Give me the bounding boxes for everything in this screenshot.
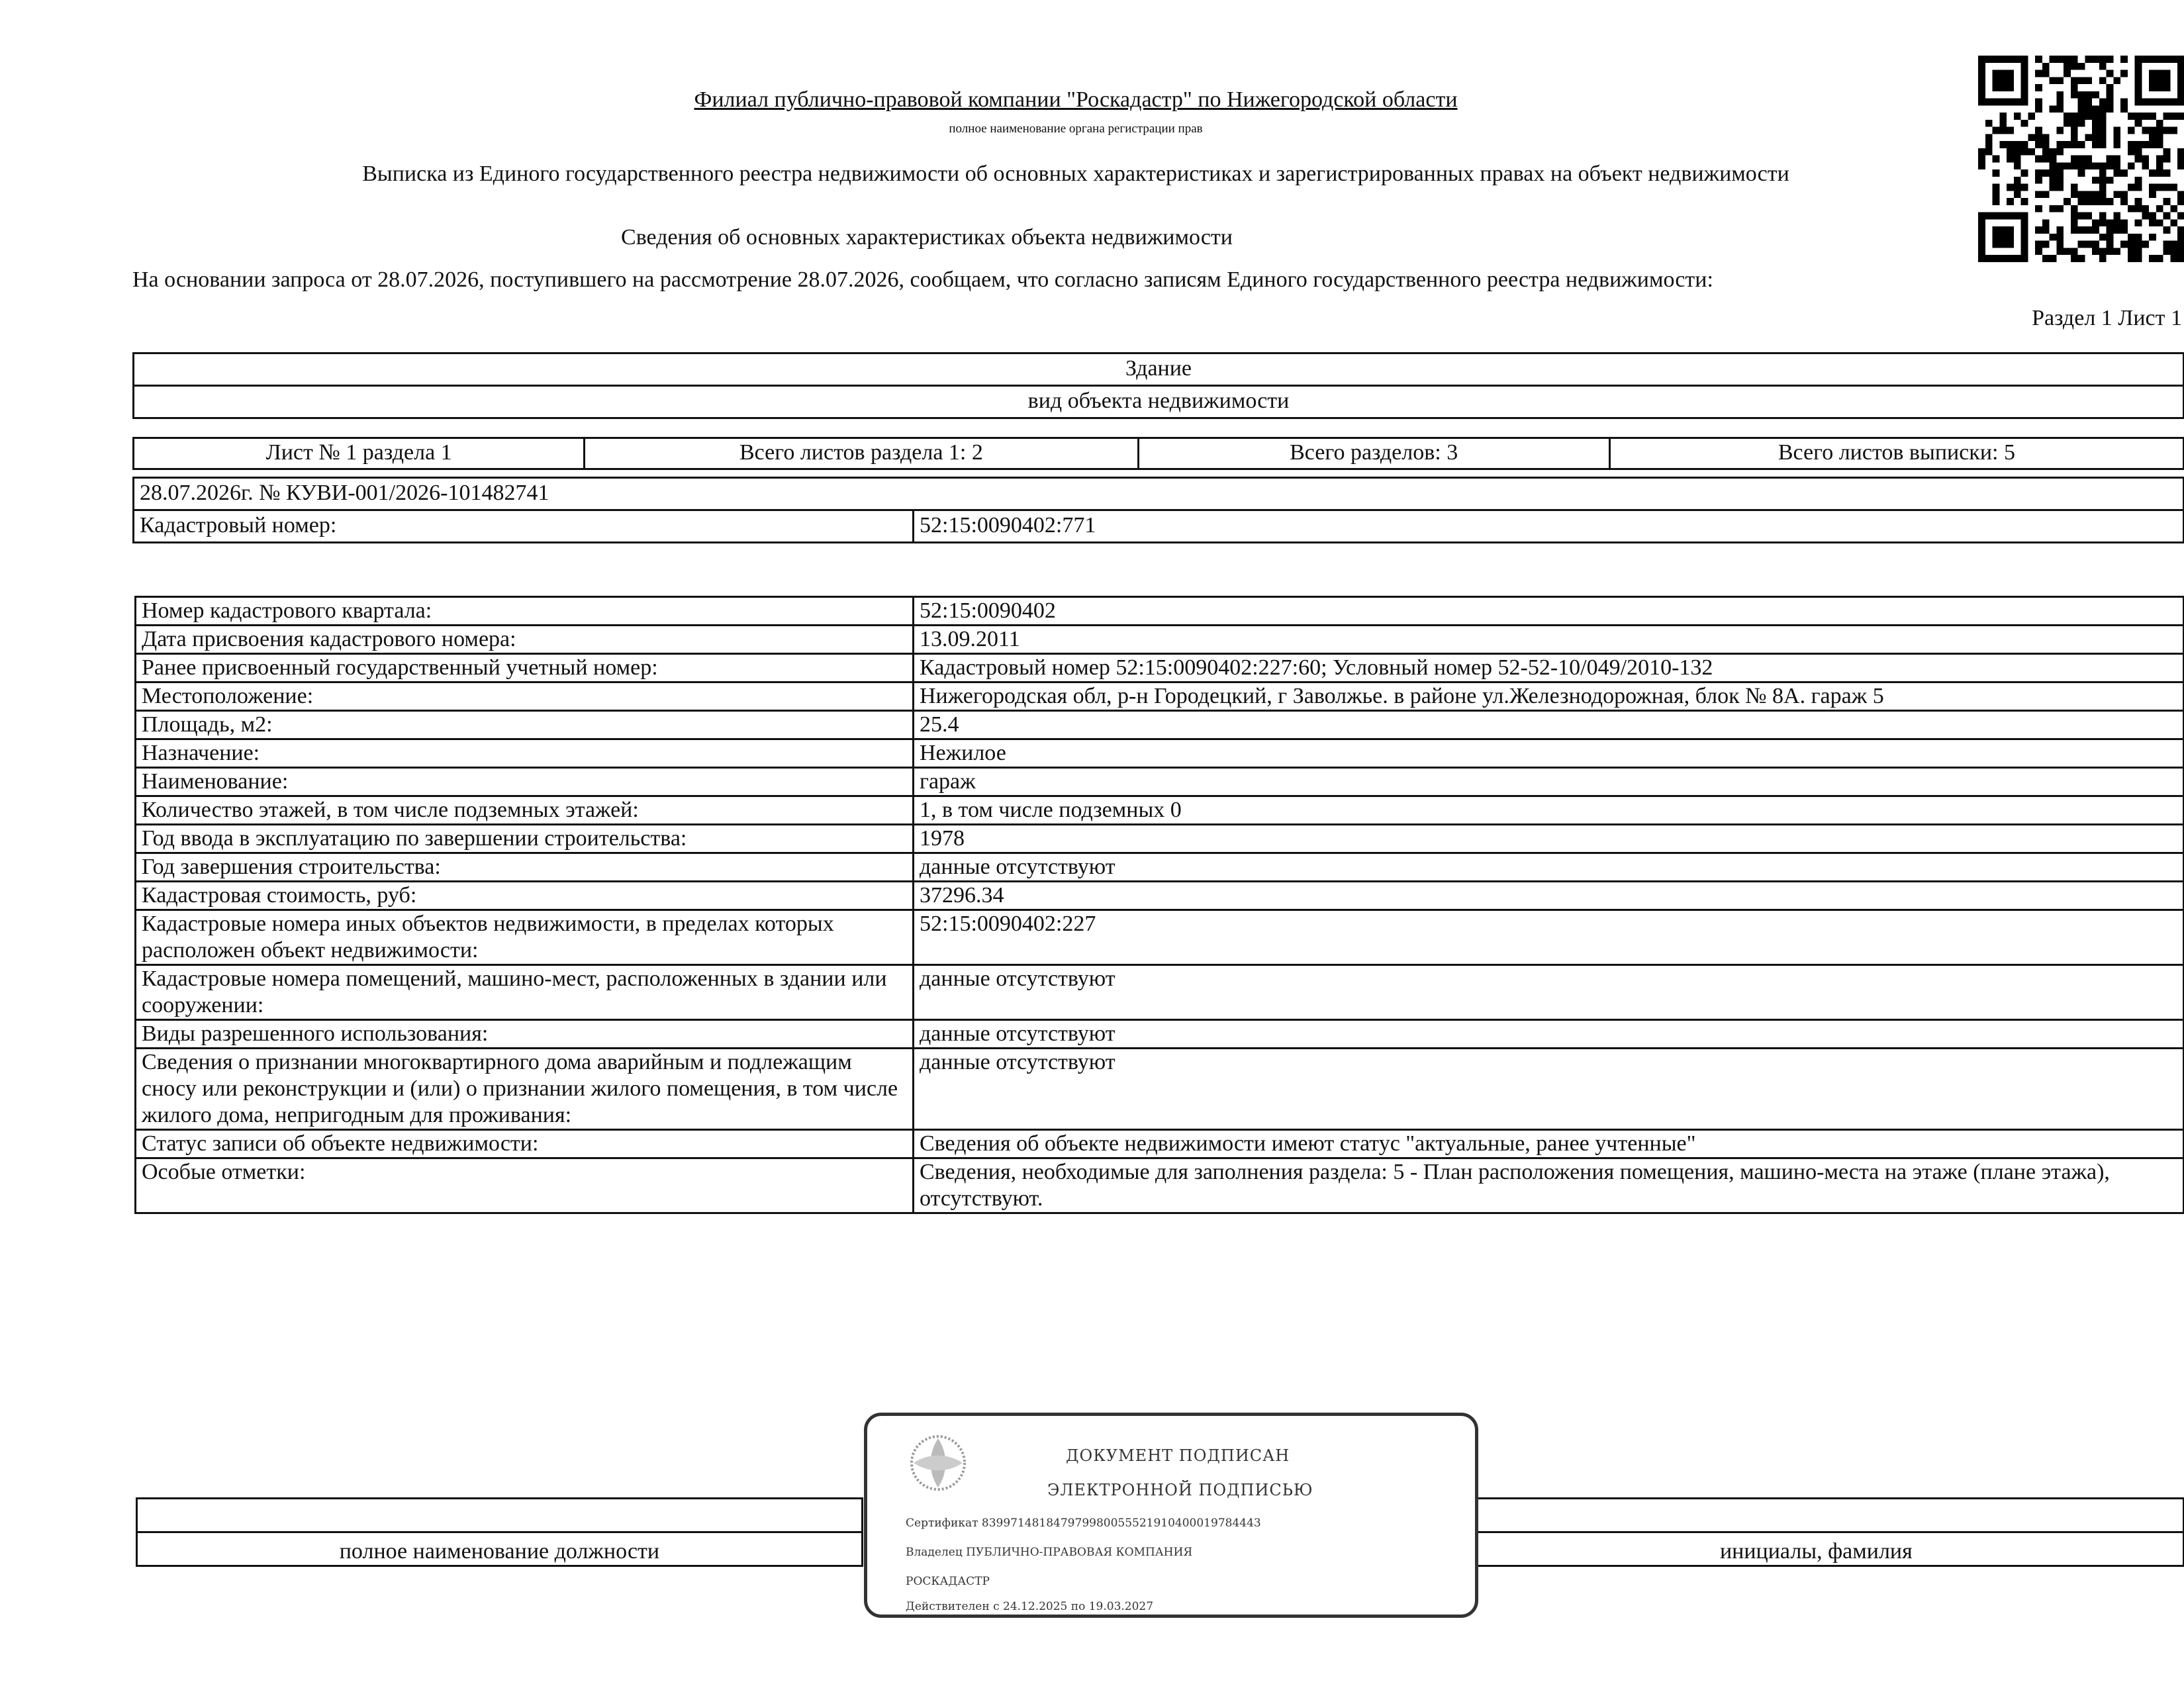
registration-table [132, 477, 2184, 543]
position-caption: полное наименование должности [137, 1532, 863, 1566]
characteristic-value: 1, в том числе подземных 0 [914, 796, 2184, 825]
characteristic-label: Наименование: [136, 768, 914, 796]
characteristic-label: Особые отметки: [136, 1158, 914, 1213]
characteristic-value: гараж [914, 768, 2184, 796]
characteristic-value: данные отсутствуют [914, 1020, 2184, 1049]
table-row [136, 739, 2184, 768]
characteristic-value: Кадастровый номер 52:15:0090402:227:60; Условный номер 52-52-10/049/2010-132 [914, 654, 2184, 682]
table-row [136, 654, 2184, 682]
section-title: Сведения об основных характеристиках объекта недвижимости [621, 225, 1233, 250]
qr-code-icon [1978, 56, 2184, 262]
object-type: Здание [134, 353, 2184, 386]
table-row [136, 1158, 2184, 1213]
characteristic-value: 37296.34 [914, 882, 2184, 910]
table-row [136, 1130, 2184, 1158]
table-row [136, 910, 2184, 965]
characteristic-value: данные отсутствуют [914, 965, 2184, 1020]
cadastral-number-value: 52:15:0090402:771 [914, 510, 2184, 543]
characteristic-label: Виды разрешенного использования: [136, 1020, 914, 1049]
emblem-icon [908, 1433, 968, 1493]
total-sections: Всего разделов: 3 [1138, 438, 1609, 469]
characteristic-value: данные отсутствуют [914, 1049, 2184, 1130]
characteristic-value: данные отсутствуют [914, 853, 2184, 882]
org-name: Филиал публично-правовой компании "Роскадастр" по Нижегородской области [694, 87, 1458, 112]
table-row [136, 796, 2184, 825]
stamp-title-line1: ДОКУМЕНТ ПОДПИСАН [1066, 1446, 1290, 1465]
org-subtitle: полное наименование органа регистрации прав [949, 122, 1203, 136]
stamp-title-line2: ЭЛЕКТРОННОЙ ПОДПИСЬЮ [1047, 1481, 1313, 1499]
characteristic-label: Кадастровые номера помещений, машино-мест, расположенных в здании или сооружении: [136, 965, 914, 1020]
table-row [136, 882, 2184, 910]
name-caption: инициалы, фамилия [1448, 1532, 2183, 1566]
table-row [136, 597, 2184, 626]
table-row [136, 965, 2184, 1020]
characteristic-label: Сведения о признании многоквартирного дома аварийным и подлежащим сносу или реконструкции и (или) о признании жилого помещения, в том числе жилого дома, непригодным для проживания: [136, 1049, 914, 1130]
characteristic-value: Сведения, необходимые для заполнения раздела: 5 - План расположения помещения, машино-места на этаже (плане этажа), отсутствуют. [914, 1158, 2184, 1213]
characteristic-value: 25.4 [914, 711, 2184, 739]
sheet-reference: Раздел 1 Лист 1 [2032, 306, 2182, 330]
cadastral-number-label: Кадастровый номер: [134, 510, 914, 543]
characteristic-label: Местоположение: [136, 682, 914, 711]
characteristic-value: 52:15:0090402:227 [914, 910, 2184, 965]
characteristic-label: Ранее присвоенный государственный учетный номер: [136, 654, 914, 682]
table-row [136, 682, 2184, 711]
object-type-table [132, 352, 2184, 419]
characteristic-label: Площадь, м2: [136, 711, 914, 739]
characteristic-label: Кадастровая стоимость, руб: [136, 882, 914, 910]
characteristics-table [134, 596, 2184, 1214]
characteristic-label: Год завершения строительства: [136, 853, 914, 882]
total-sheets-section: Всего листов раздела 1: 2 [585, 438, 1138, 469]
total-sheets: Всего листов выписки: 5 [1609, 438, 2183, 469]
characteristic-value: 52:15:0090402 [914, 597, 2184, 626]
characteristic-value: 13.09.2011 [914, 626, 2184, 654]
characteristic-value: Нежилое [914, 739, 2184, 768]
characteristic-label: Назначение: [136, 739, 914, 768]
characteristic-label: Количество этажей, в том числе подземных этажей: [136, 796, 914, 825]
table-row [136, 1020, 2184, 1049]
table-row [136, 853, 2184, 882]
stamp-validity: Действителен с 24.12.2025 по 19.03.2027 [906, 1600, 1154, 1613]
sheets-table [132, 437, 2184, 470]
sheet-number: Лист № 1 раздела 1 [134, 438, 585, 469]
table-row [136, 626, 2184, 654]
electronic-signature-stamp [864, 1413, 1478, 1618]
characteristic-value: Сведения об объекте недвижимости имеют статус "актуальные, ранее учтенные" [914, 1130, 2184, 1158]
object-type-caption: вид объекта недвижимости [134, 386, 2184, 418]
characteristic-label: Кадастровые номера иных объектов недвижимости, в пределах которых расположен объект недвижимости: [136, 910, 914, 965]
characteristic-label: Статус записи об объекте недвижимости: [136, 1130, 914, 1158]
table-row [136, 768, 2184, 796]
stamp-owner: Владелец ПУБЛИЧНО-ПРАВОВАЯ КОМПАНИЯ [906, 1546, 1193, 1559]
request-line: На основании запроса от 28.07.2026, поступившего на рассмотрение 28.07.2026, сообщаем, что согласно записям Единого государственного реестра недвижимости: [132, 267, 1713, 292]
table-row [136, 711, 2184, 739]
characteristic-value: 1978 [914, 825, 2184, 853]
table-row [136, 1049, 2184, 1130]
stamp-owner-name: РОСКАДАСТР [906, 1575, 990, 1588]
table-row [136, 825, 2184, 853]
characteristic-label: Номер кадастрового квартала: [136, 597, 914, 626]
document-title: Выписка из Единого государственного реестра недвижимости об основных характеристиках и зарегистрированных правах на объект недвижимости [362, 162, 1789, 186]
registration-number: 28.07.2026г. № КУВИ-001/2026-101482741 [134, 478, 2184, 510]
stamp-certificate: Сертификат 839971481847979980055521910400019784443 [906, 1517, 1261, 1530]
characteristic-label: Год ввода в эксплуатацию по завершении строительства: [136, 825, 914, 853]
characteristic-value: Нижегородская обл, р-н Городецкий, г Заволжье. в районе ул.Железнодорожная, блок № 8А. гараж 5 [914, 682, 2184, 711]
characteristic-label: Дата присвоения кадастрового номера: [136, 626, 914, 654]
